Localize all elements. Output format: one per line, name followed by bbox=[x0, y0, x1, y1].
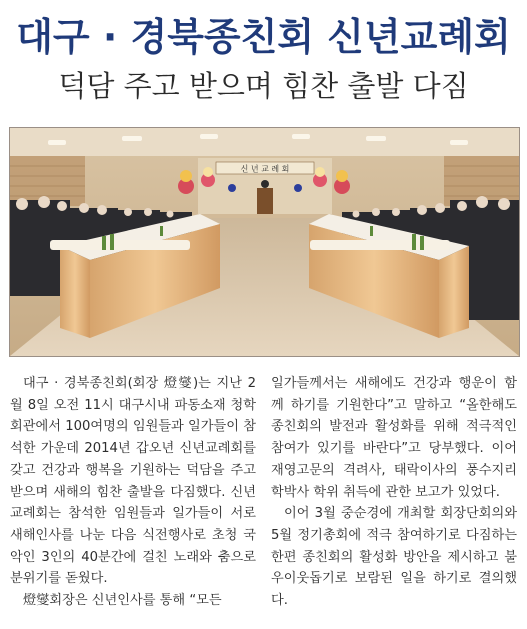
article-body-right bbox=[271, 373, 517, 612]
stage-banner-text: 신 년 교 례 회 bbox=[240, 164, 290, 174]
paragraph: 이어 3월 중순경에 개최할 회장단회의와 5월 정기총회에 적극 참여하기로 다짐하는 한편 종친회의 활성화 방안을 제시하고 불우이웃돕기로 보람된 일을 하기로 결의했다. bbox=[271, 506, 517, 609]
paragraph: 일가들께서는 새해에도 건강과 행운이 함께 하기를 기원한다”고 말하고 “올한해도 종친회의 발전과 활성화를 위해 적극적인 참여가 있기를 바란다”고 당부했다. 이어 재영고문의 격려사, 태락이사의 풍수지리학박사 학위 취득에 관한 보고가 있었다. bbox=[271, 376, 517, 500]
article-body-left bbox=[10, 373, 256, 612]
event-photo bbox=[9, 127, 520, 357]
paragraph: 대구 · 경북종친회(회장 燈燮)는 지난 2월 8일 오전 11시 대구시내 파동소재 청학회관에서 100여명의 임원들과 일가들이 참석한 가운데 2014년 갑오년 신년교례회를 갖고 건강과 행복을 기원하는 덕담을 주고 받으며 새해의 힘찬 출발을 다짐했다. 신년교례회는 참석한 임원들과 일가들이 서로 새해인사를 나눈 다음 식전행사로 초청 국악인 3인의 40분간에 걸친 노래와 춤으로 분위기를 돋웠다. bbox=[10, 376, 256, 587]
subheadline: 덕담 주고 받으며 힘찬 출발 다짐 bbox=[58, 69, 469, 103]
headline: 대구 · 경북종친회 신년교례회 bbox=[16, 15, 511, 59]
paragraph: 燈燮회장은 신년인사를 통해 “모든 bbox=[23, 593, 222, 609]
